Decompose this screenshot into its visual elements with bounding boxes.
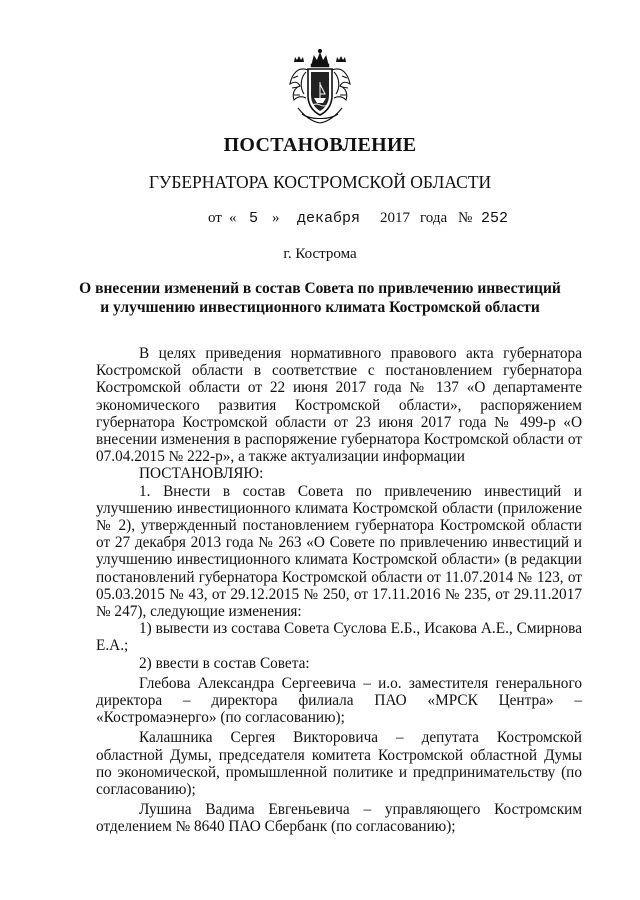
shield-icon [308,69,332,115]
item-1-paragraph: 1. Внести в состав Совета по привлечению инвестиций и улучшению инвестиционного климата Костромской области (приложение № 2), утвержденный постановлением губернатора Костромской области от 27 декабря 2013 года № 263 «О Совете по привлечению инвестиций и улучшению инвестиционного климата Костромской области» (в редакции постановлений губернатора Костромской области от 11.07.2014 № 123, от 05.03.2015 № 43, от 29.12.2015 № 250, от 17.11.2016 № 235, от 29.11.2017 № 247), следующие изменения: [96,482,582,621]
member-paragraph: Лушина Вадима Евгеньевича – управляющего Костромским отделением № 8640 ПАО Сбербанк (по согласованию); [96,801,582,836]
date-day: 5 [249,210,259,227]
date-month: декабря [297,210,361,227]
date-year: 2017 [380,210,410,226]
member-paragraph: Калашника Сергея Викторовича – депутата Костромской областной Думы, председателя комитета Костромской областной Думы по экономической, промышленной политике и предпринимательству (по согласованию); [96,729,582,799]
date-year-word: года [420,210,448,226]
city-line: г. Кострома [283,246,357,262]
document-body [96,345,582,836]
date-close-quote: » [272,210,280,226]
decree-number: 252 [481,210,509,227]
issuer-heading: ГУБЕРНАТОРА КОСТРОМСКОЙ ОБЛАСТИ [148,172,492,192]
number-sign: № [458,210,473,226]
document-type-heading: ПОСТАНОВЛЕНИЕ [223,134,417,156]
preamble-paragraph: В целях приведения нормативного правового акта губернатора Костромской области в соответствие с постановлением губернатора Костромской области от 22 июня 2017 года № 137 «О департаменте экономического развития Костромской области», распоряжением губернатора Костромской области от 23 июня 2017 года № 499-р «О внесении изменения в распоряжение губернатора Костромской области от 07.04.2015 № 222-р», а также актуализации информации [96,345,582,466]
title-line-2: и улучшению инвестиционного климата Костромской области [100,299,540,316]
date-prefix: от [208,210,222,226]
member-paragraph: Глебова Александра Сергеевича – и.о. заместителя генерального директора – директора филиала ПАО «МРСК Центра» – «Костромаэнерго» (по согласованию); [96,674,582,727]
document-title [0,279,640,317]
title-line-1: О внесении изменений в состав Совета по привлечению инвестиций [79,280,561,297]
coat-of-arms-emblem [286,48,354,126]
date-open-quote: « [229,210,237,226]
crown-icon [311,49,329,67]
resolve-line: ПОСТАНОВЛЯЮ: [139,465,264,483]
subitem-1-paragraph: 1) вывести из состава Совета Суслова Е.Б., Исакова А.Е., Смирнова Е.А.; [96,620,582,655]
subitem-2-paragraph: 2) ввести в состав Совета: [139,654,310,672]
